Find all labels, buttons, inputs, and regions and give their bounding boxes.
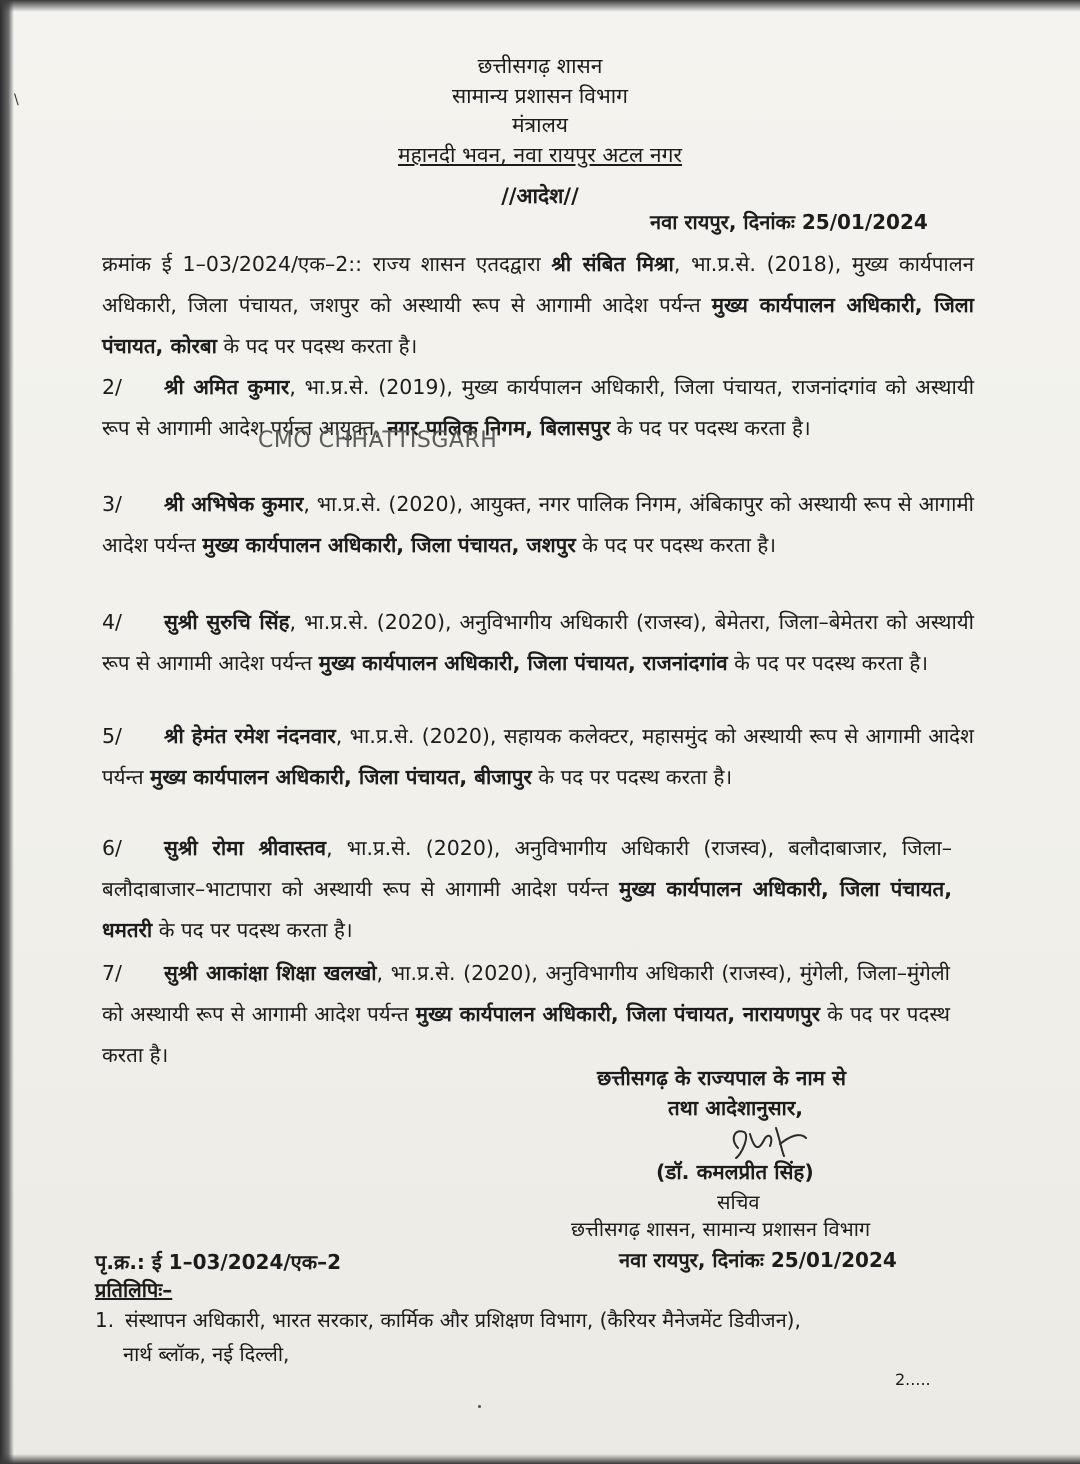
signature-line-2: तथा आदेशानुसार, [668, 1096, 804, 1120]
signatory-department: छत्तीसगढ़ शासन, सामान्य प्रशासन विभाग [571, 1217, 871, 1241]
signatory-name: (डॉ. कमलप्रीत सिंह) [656, 1160, 814, 1184]
scan-edge-bottom [0, 1454, 1080, 1464]
header-ministry: मंत्रालय [511, 113, 568, 137]
watermark-text: CMO CHHATTISGARH [258, 428, 498, 453]
order-paragraph-2: 2/ श्री अमित कुमार, भा.प्र.से. (2019), मुख्य कार्यपालन अधिकारी, जिला पंचायत, राजनांदगांव को अस्थायी रूप से आगामी आदेश पर्यन्त आयुक्त, नगर पालिक निगम, बिलासपुर के पद पर पदस्थ करता है। [102, 375, 974, 440]
stray-mark: \ [14, 92, 19, 108]
header-department: सामान्य प्रशासन विभाग [451, 84, 629, 108]
signature-line-1: छत्तीसगढ़ के राज्यपाल के नाम से [597, 1066, 846, 1090]
order-paragraph-6: 6/ सुश्री रोमा श्रीवास्तव, भा.प्र.से. (2020), अनुविभागीय अधिकारी (राजस्व), बलौदाबाजार, जिला–बलौदाबाजार–भाटापारा को अस्थायी रूप से आगामी आदेश पर्यन्त मुख्य कार्यपालन अधिकारी, जिला पंचायत, धमतरी के पद पर पदस्थ करता है। [102, 836, 952, 942]
next-page-indicator: 2..... [895, 1370, 931, 1389]
copy-item-line-1: संस्थापन अधिकारी, भारत सरकार, कार्मिक और प्रशिक्षण विभाग, (कैरियर मैनेजमेंट डिवीजन), [125, 1308, 801, 1332]
order-date: नवा रायपुर, दिनांकः 25/01/2024 [650, 210, 928, 234]
order-paragraph-1: क्रमांक ई 1–03/2024/एक–2:: राज्य शासन एतदद्वारा श्री संबित मिश्रा, भा.प्र.से. (2018), मुख्य कार्यपालन अधिकारी, जिला पंचायत, जशपुर को अस्थायी रूप से आगामी आदेश पर्यन्त मुख्य कार्यपालन अधिकारी, जिला पंचायत, कोरबा के पद पर पदस्थ करता है। [102, 252, 974, 358]
endorsement-reference: पृ.क्र.: ई 1–03/2024/एक–2 [95, 1250, 342, 1274]
signature-date: नवा रायपुर, दिनांकः 25/01/2024 [619, 1248, 897, 1272]
order-paragraph-3: 3/ श्री अभिषेक कुमार, भा.प्र.से. (2020), आयुक्त, नगर पालिक निगम, अंबिकापुर को अस्थायी रूप से आगामी आदेश पर्यन्त मुख्य कार्यपालन अधिकारी, जिला पंचायत, जशपुर के पद पर पदस्थ करता है। [102, 492, 974, 557]
stray-dot [478, 1405, 481, 1408]
copy-heading: प्रतिलिपिः– [95, 1278, 173, 1302]
copy-item-line-2: नार्थ ब्लॉक, नई दिल्ली, [123, 1342, 290, 1366]
copy-item-number: 1. [95, 1308, 115, 1332]
header-address: महानदी भवन, नवा रायपुर अटल नगर [398, 143, 682, 167]
order-paragraph-5: 5/ श्री हेमंत रमेश नंदनवार, भा.प्र.से. (2020), सहायक कलेक्टर, महासमुंद को अस्थायी रूप से आगामी आदेश पर्यन्त मुख्य कार्यपालन अधिकारी, जिला पंचायत, बीजापुर के पद पर पदस्थ करता है। [102, 724, 974, 789]
order-paragraph-7: 7/ सुश्री आकांक्षा शिक्षा खलखो, भा.प्र.से. (2020), अनुविभागीय अधिकारी (राजस्व), मुंगेली, जिला–मुंगेली को अस्थायी रूप से आगामी आदेश पर्यन्त मुख्य कार्यपालन अधिकारी, जिला पंचायत, नारायणपुर के पद पर पदस्थ करता है। [102, 961, 951, 1067]
header-govt: छत्तीसगढ़ शासन [477, 54, 603, 78]
order-title: //आदेश// [501, 184, 579, 208]
copy-item [95, 1303, 955, 1371]
scan-edge-left [0, 0, 14, 1464]
signatory-designation: सचिव [717, 1190, 760, 1214]
order-paragraph-4: 4/ सुश्री सुरुचि सिंह, भा.प्र.से. (2020), अनुविभागीय अधिकारी (राजस्व), बेमेतरा, जिला–बेमेतरा को अस्थायी रूप से आगामी आदेश पर्यन्त मुख्य कार्यपालन अधिकारी, जिला पंचायत, राजनांदगांव के पद पर पदस्थ करता है। [102, 610, 974, 675]
scan-edge-top [0, 0, 1080, 12]
